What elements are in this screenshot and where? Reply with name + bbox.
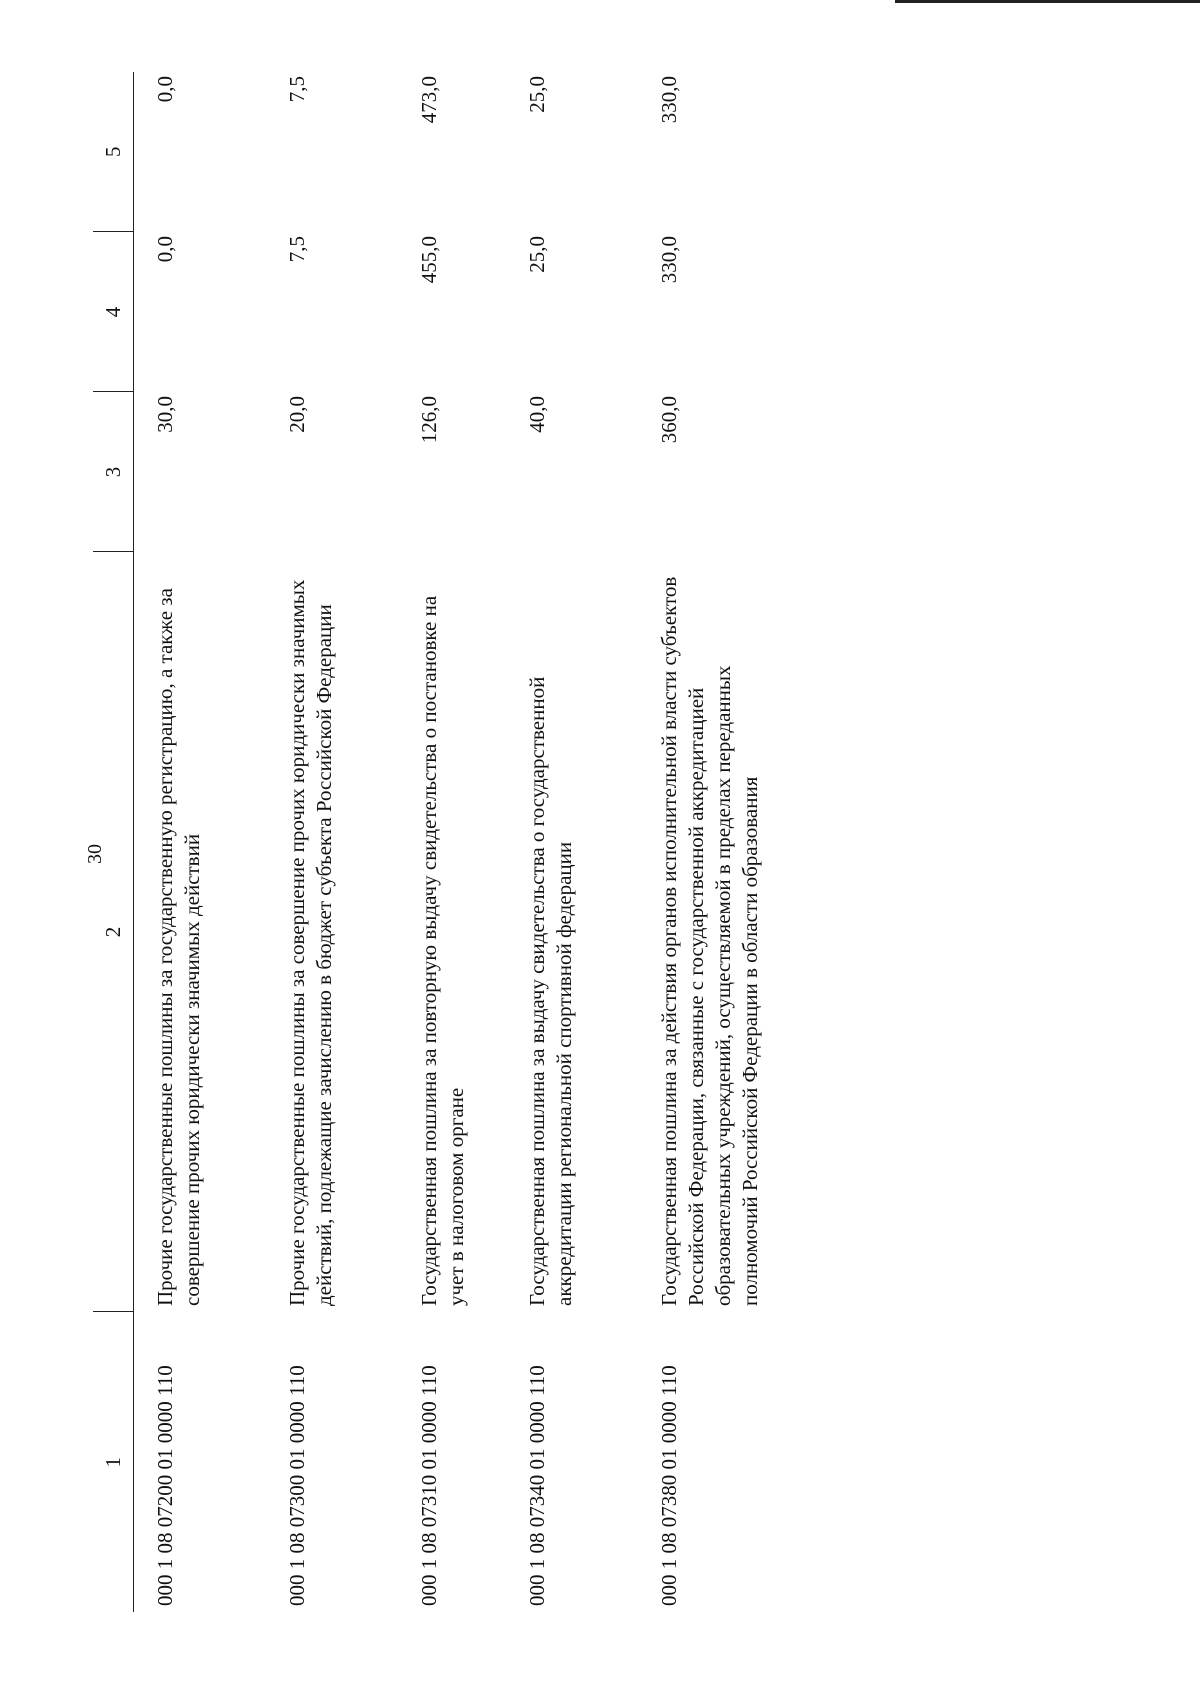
row-name: Государственная пошлина за действия органов исполнительной власти субъектов Российской Федерации, связанные с государственной аккредитацией образовательных учреждений, осуществляемой в пределах переданных полномочий Российской Федерации в области образования [657, 576, 762, 1306]
row-name: Государственная пошлина за выдачу свидетельства о государственной аккредитации региональной спортивной федерации [525, 676, 576, 1306]
table-spacer [134, 72, 153, 1612]
row-value-col4: 0,0 [153, 236, 177, 263]
page-number: 30 [84, 844, 106, 864]
row-code: 000 1 08 07380 01 0000 110 [657, 1365, 681, 1606]
header-col-2: 2 [93, 552, 134, 1312]
row-value-col5: 7,5 [285, 76, 309, 103]
row-code: 000 1 08 07200 01 0000 110 [153, 1365, 177, 1606]
row-name: Прочие государственные пошлины за государственную регистрацию, а также за совершение прочих юридически значимых действий [153, 588, 204, 1306]
table-header-row [93, 72, 134, 1612]
row-code: 000 1 08 07300 01 0000 110 [285, 1365, 309, 1606]
row-value-col3: 360,0 [657, 396, 681, 444]
header-col-4: 4 [93, 232, 134, 392]
row-value-col3: 40,0 [525, 396, 549, 433]
row-value-col5: 473,0 [417, 76, 441, 124]
table-row [284, 72, 416, 1612]
row-code: 000 1 08 07340 01 0000 110 [525, 1365, 549, 1606]
row-value-col3: 20,0 [285, 396, 309, 433]
row-value-col4: 7,5 [285, 236, 309, 263]
row-name: Государственная пошлина за повторную выдачу свидетельства о постановке на учет в налоговом органе [417, 595, 468, 1306]
row-value-col4: 25,0 [525, 236, 549, 273]
row-value-col4: 330,0 [657, 236, 681, 284]
row-value-col5: 25,0 [525, 76, 549, 113]
table-row [416, 72, 524, 1612]
row-name: Прочие государственные пошлины за совершение прочих юридически значимых действий, подлежащие зачислению в бюджет субъекта Российской Федерации [285, 579, 336, 1306]
row-value-col5: 0,0 [153, 76, 177, 103]
row-value-col5: 330,0 [657, 76, 681, 124]
header-col-3: 3 [93, 392, 134, 552]
row-value-col3: 30,0 [153, 396, 177, 433]
table-row [656, 72, 872, 1612]
row-value-col4: 455,0 [417, 236, 441, 284]
header-col-1: 1 [93, 1312, 134, 1612]
row-value-col3: 126,0 [417, 396, 441, 444]
table-row [152, 72, 284, 1612]
row-code: 000 1 08 07310 01 0000 110 [417, 1365, 441, 1606]
header-col-5: 5 [93, 72, 134, 232]
table-row [524, 72, 656, 1612]
revenue-table [93, 72, 872, 1612]
